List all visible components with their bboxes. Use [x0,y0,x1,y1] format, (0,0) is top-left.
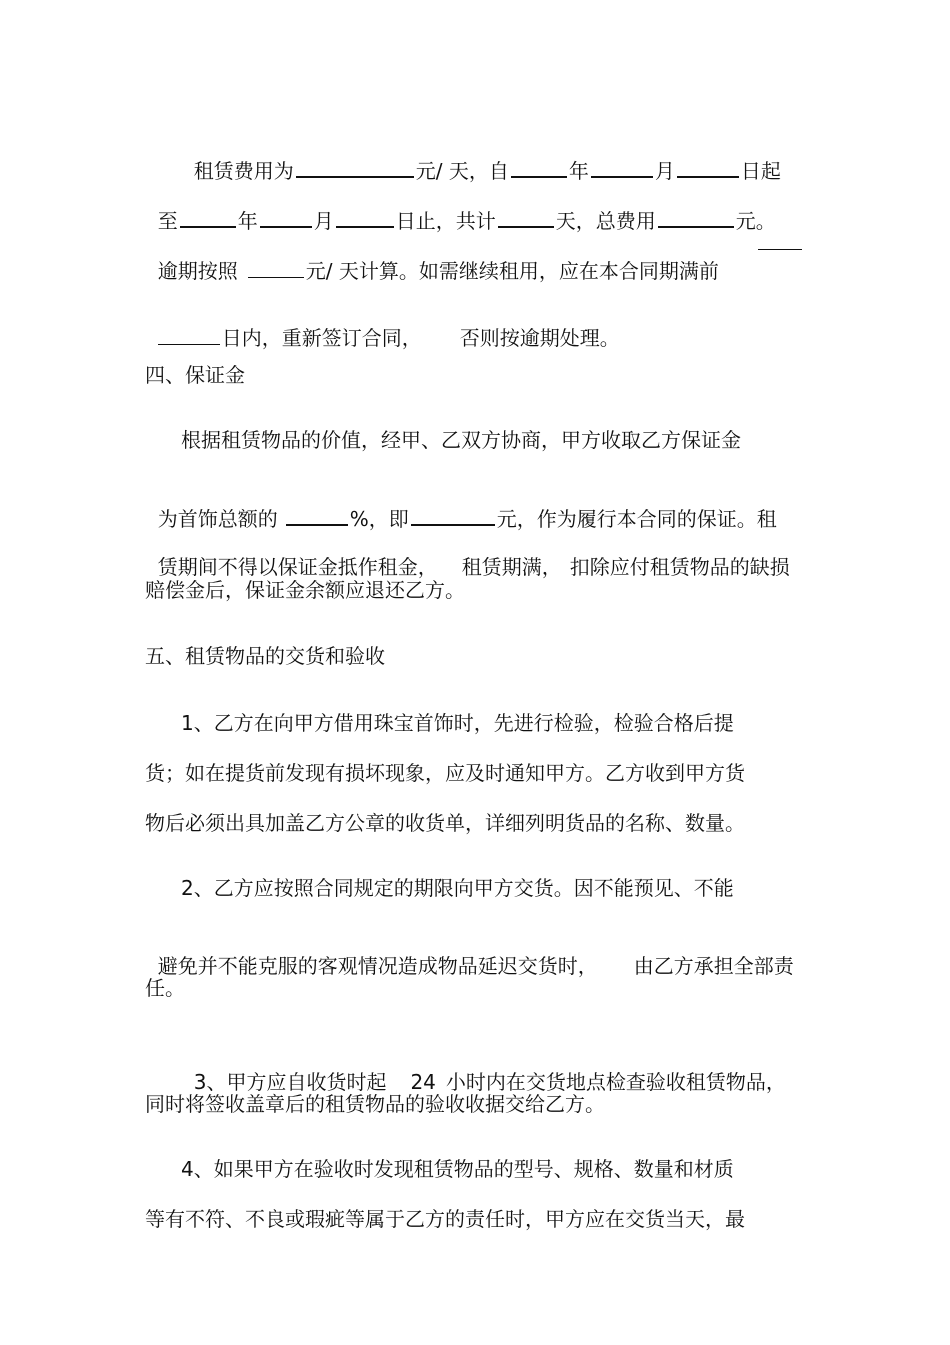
total-fee-blank[interactable] [658,206,734,228]
text: 日内，重新签订合同， [221,326,422,350]
start-year-blank[interactable] [511,156,567,178]
item-1-line-2: 货；如在提货前发现有损坏现象，应及时通知甲方。乙方收到甲方货 [145,761,745,785]
rent-fee-line [181,128,781,183]
text: 由乙方承担全部责 [633,954,794,978]
item-2-line-3: 任。 [145,976,185,1000]
text: 否则按逾期处理。 [459,326,620,350]
text: 逾期按照 [157,259,238,283]
deposit-paragraph-line-4: 赔偿金后，保证金余额应退还乙方。 [145,578,465,602]
text: 避免并不能克服的客观情况造成物品延迟交货时， [157,954,598,978]
text: 小时内在交货地点检查验收租赁物品， [445,1070,786,1094]
deposit-paragraph-line-2 [145,476,777,531]
text: 元/ 天计算。如需继续租用，应在本合同期满前 [305,259,719,283]
end-month-blank[interactable] [260,206,312,228]
renew-days-blank[interactable] [758,229,802,250]
text: 为首饰总额的 [157,507,278,531]
text: 日止，共计 [395,209,496,233]
item-4-line-1: 4、如果甲方在验收时发现租赁物品的型号、规格、数量和材质 [181,1157,734,1181]
text: 至 [157,209,178,233]
rent-period-line [145,178,776,233]
item-2-line-1: 2、乙方应按照合同规定的期限向甲方交货。因不能预见、不能 [181,876,734,900]
text: 元，作为履行本合同的保证。租 [496,507,777,531]
deposit-paragraph-line-1: 根据租赁物品的价值，经甲、乙双方协商，甲方收取乙方保证金 [181,428,741,452]
deposit-percent-blank[interactable] [286,504,348,526]
text: 扣除应付租赁物品的缺损 [569,555,790,579]
text: 年 [568,159,589,183]
text: 月 [313,209,334,233]
item-3-line-2: 同时将签收盖章后的租赁物品的验收收据交给乙方。 [145,1092,605,1116]
text: 24 [410,1070,436,1094]
item-3-line-1 [181,1040,786,1094]
item-1-line-1: 1、乙方在向甲方借用珠宝首饰时，先进行检验，检验合格后提 [181,711,734,735]
text: 年 [237,209,258,233]
deposit-amount-blank[interactable] [411,504,495,526]
text: 月 [654,159,675,183]
section-5-heading: 五、租赁物品的交货和验收 [145,644,385,668]
text: 元。 [735,209,776,233]
overdue-fee-blank[interactable] [248,257,304,278]
text: 租赁期满， [461,555,562,579]
deposit-paragraph-line-3 [145,525,790,579]
item-2-line-2 [145,924,794,978]
daily-fee-blank[interactable] [296,156,414,178]
text: %，即 [349,507,409,531]
overdue-line [145,229,719,283]
end-year-blank[interactable] [180,206,236,228]
text: 元/ 天，自 [415,159,509,183]
text: 日起 [740,159,781,183]
section-4-heading: 四、保证金 [145,363,245,387]
total-days-blank[interactable] [498,206,554,228]
text: 赁期间不得以保证金抵作租金， [157,555,438,579]
start-day-blank[interactable] [677,156,739,178]
end-day-blank[interactable] [336,206,394,228]
item-4-line-2: 等有不符、不良或瑕疵等属于乙方的责任时，甲方应在交货当天，最 [145,1207,745,1231]
text: 3、甲方应自收货时起 [193,1070,387,1094]
text: 天，总费用 [555,209,656,233]
renew-line [145,296,620,350]
renew-days-blank-cont[interactable] [158,324,220,345]
start-month-blank[interactable] [591,156,653,178]
item-1-line-3: 物后必须出具加盖乙方公章的收货单，详细列明货品的名称、数量。 [145,811,745,835]
rent-fee-label: 租赁费用为 [193,159,294,183]
